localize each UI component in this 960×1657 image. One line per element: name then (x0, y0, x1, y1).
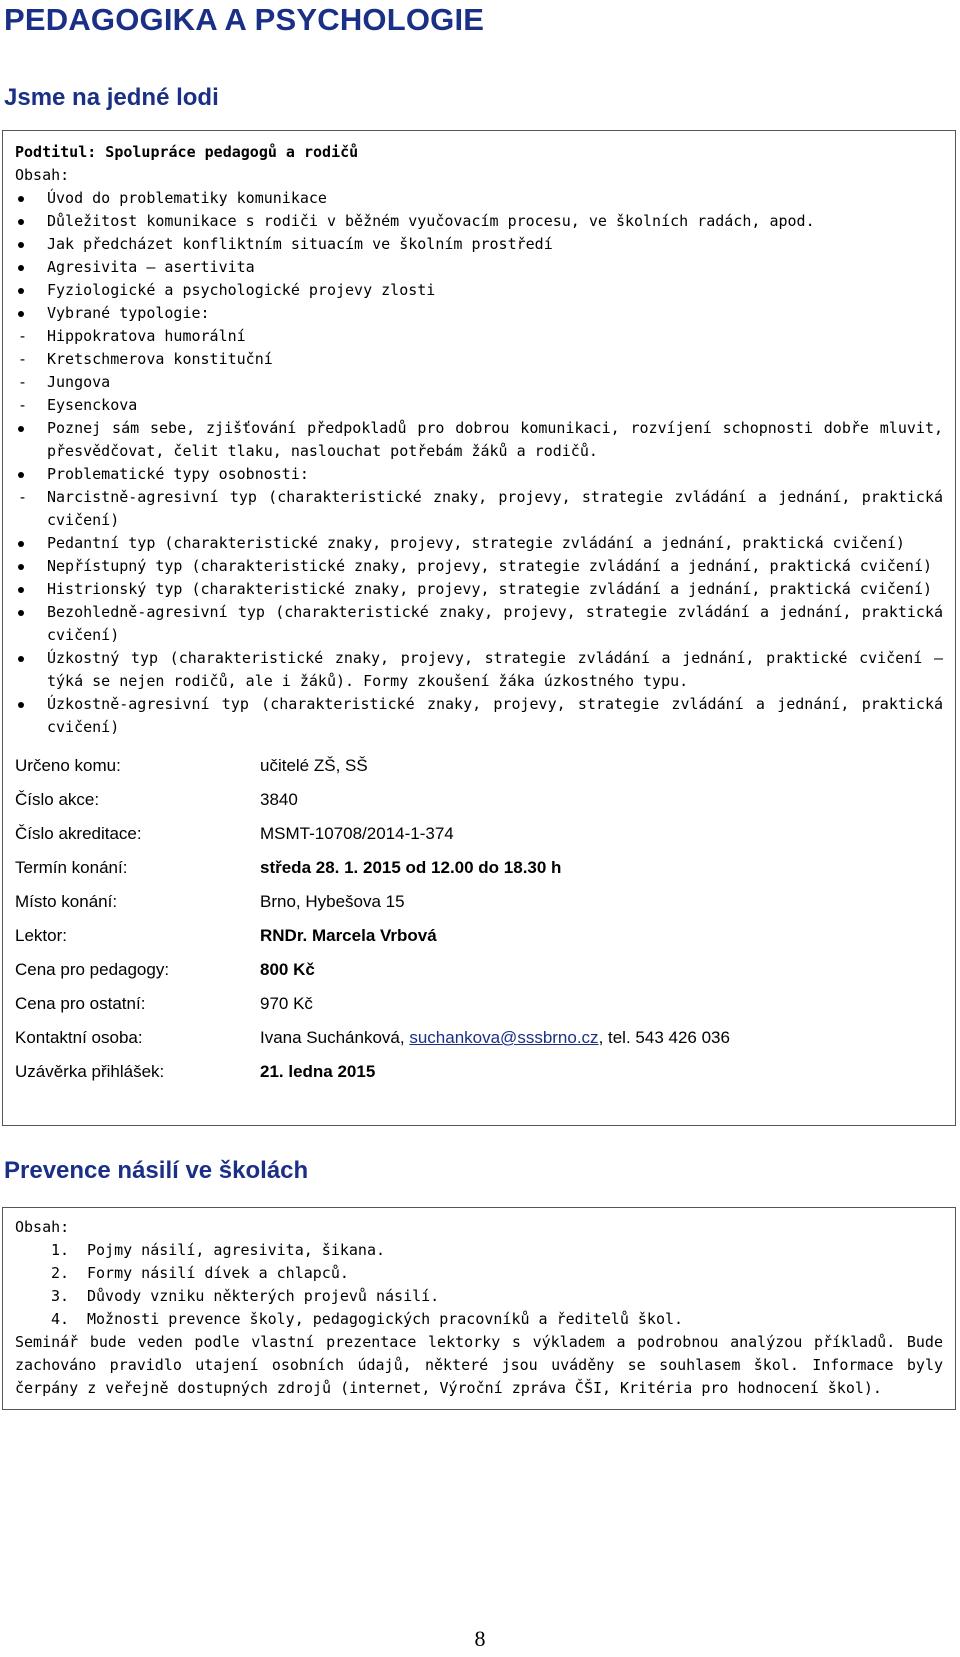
contact-email-link[interactable]: suchankova@sssbrno.cz (409, 1028, 599, 1047)
numbered-list (15, 1239, 943, 1331)
info-label: Lektor: (15, 926, 67, 945)
list-text: Možnosti prevence školy, pedagogických pracovníků a ředitelů škol. (87, 1310, 684, 1328)
list-number: 1. (51, 1241, 70, 1259)
info-row (15, 987, 730, 1021)
info-label: Místo konání: (15, 892, 118, 911)
bullet-list-item: Úvod do problematiky komunikace (15, 187, 943, 210)
bullet-list-item: Problematické typy osobnosti: (15, 463, 943, 486)
deadline-label: Uzávěrka přihlášek: (15, 1062, 165, 1081)
content-list (15, 187, 943, 739)
info-row (15, 851, 730, 885)
numbered-list-item (15, 1308, 943, 1331)
info-row (15, 783, 730, 817)
contact-name: Ivana Suchánková, (260, 1028, 410, 1047)
info-value: MSMT-10708/2014-1-374 (260, 824, 454, 843)
info-row (15, 817, 730, 851)
info-label: Číslo akce: (15, 790, 100, 809)
course-2-paragraph: Seminář bude veden podle vlastní prezentace lektorky s výkladem a podrobnou analýzou příkladů. Bude zachováno pravidlo utajení osobních údajů, některé jsou uváděny se souhlasem škol. Informace byly čerpány z veřejně dostupných zdrojů (internet, Výroční zpráva ČŠI, Kritéria pro hodnocení škol). (15, 1333, 943, 1397)
info-label: Číslo akreditace: (15, 824, 142, 843)
deadline-value: 21. ledna 2015 (260, 1062, 376, 1081)
content-label-2: Obsah: (15, 1218, 70, 1236)
course-subtitle: Podtitul: Spolupráce pedagogů a rodičů (15, 143, 359, 161)
info-row (15, 919, 730, 953)
page-number: 8 (474, 1626, 486, 1651)
contact-value (260, 1021, 730, 1055)
bullet-list-item: Nepřístupný typ (charakteristické znaky, projevy, strategie zvládání a jednání, praktická cvičení) (15, 555, 943, 578)
page-title: PEDAGOGIKA A PSYCHOLOGIE (4, 2, 485, 37)
dash-list-item: - Jungova (15, 371, 943, 394)
bullet-list-item: Úzkostný typ (charakteristické znaky, projevy, strategie zvládání a jednání, praktické cvičení – týká se nejen rodičů, ale i žáků). Formy zkoušení žáka úzkostného typu. (15, 647, 943, 693)
info-value: středa 28. 1. 2015 od 12.00 do 18.30 h (260, 858, 562, 877)
bullet-list-item: Bezohledně-agresivní typ (charakteristické znaky, projevy, strategie zvládání a jednání, praktická cvičení) (15, 601, 943, 647)
course-2-content (15, 1216, 943, 1400)
bullet-list-item: Jak předcházet konfliktním situacím ve školním prostředí (15, 233, 943, 256)
list-number: 2. (51, 1264, 70, 1282)
info-row (15, 749, 730, 783)
info-value: učitelé ZŠ, SŠ (260, 756, 368, 775)
course-box-1 (2, 130, 956, 1126)
list-number: 3. (51, 1287, 70, 1305)
bullet-list-item: Agresivita – asertivita (15, 256, 943, 279)
dash-list-item: - Kretschmerova konstituční (15, 348, 943, 371)
bullet-list-item: Fyziologické a psychologické projevy zlosti (15, 279, 943, 302)
info-table (15, 749, 730, 1089)
numbered-list-item (15, 1262, 943, 1285)
course-heading-2: Prevence násilí ve školách (4, 1157, 309, 1184)
list-text: Pojmy násilí, agresivita, šikana. (87, 1241, 386, 1259)
course-1-content (15, 141, 943, 739)
bullet-list-item: Histrionský typ (charakteristické znaky, projevy, strategie zvládání a jednání, praktická cvičení) (15, 578, 943, 601)
content-label: Obsah: (15, 166, 70, 184)
list-number: 4. (51, 1310, 70, 1328)
numbered-list-item (15, 1239, 943, 1262)
dash-list-item: - Narcistně-agresivní typ (charakteristické znaky, projevy, strategie zvládání a jednání, praktická cvičení) (15, 486, 943, 532)
contact-tel: , tel. 543 426 036 (598, 1028, 730, 1047)
info-label: Cena pro ostatní: (15, 994, 146, 1013)
info-row-contact (15, 1021, 730, 1055)
info-label: Určeno komu: (15, 756, 121, 775)
bullet-list-item: Důležitost komunikace s rodiči v běžném vyučovacím procesu, ve školních radách, apod. (15, 210, 943, 233)
course-heading-1: Jsme na jedné lodi (4, 84, 219, 111)
info-label: Termín konání: (15, 858, 128, 877)
info-value: 800 Kč (260, 960, 315, 979)
numbered-list-item (15, 1285, 943, 1308)
dash-list-item: - Hippokratova humorální (15, 325, 943, 348)
dash-list-item: - Eysenckova (15, 394, 943, 417)
info-value: 3840 (260, 790, 298, 809)
contact-label: Kontaktní osoba: (15, 1028, 143, 1047)
bullet-list-item: Úzkostně-agresivní typ (charakteristické znaky, projevy, strategie zvládání a jednání, praktická cvičení) (15, 693, 943, 739)
list-text: Formy násilí dívek a chlapců. (87, 1264, 349, 1282)
bullet-list-item: Vybrané typologie: (15, 302, 943, 325)
bullet-list-item: Poznej sám sebe, zjišťování předpokladů pro dobrou komunikaci, rozvíjení schopnosti dobře mluvit, přesvědčovat, čelit tlaku, naslouchat potřebám žáků a rodičů. (15, 417, 943, 463)
info-value: 970 Kč (260, 994, 313, 1013)
info-row-deadline (15, 1055, 730, 1089)
info-value: Brno, Hybešova 15 (260, 892, 405, 911)
course-box-2 (2, 1207, 956, 1410)
info-value: RNDr. Marcela Vrbová (260, 926, 437, 945)
info-row (15, 953, 730, 987)
info-label: Cena pro pedagogy: (15, 960, 170, 979)
list-text: Důvody vzniku některých projevů násilí. (87, 1287, 440, 1305)
info-row (15, 885, 730, 919)
bullet-list-item: Pedantní typ (charakteristické znaky, projevy, strategie zvládání a jednání, praktická cvičení) (15, 532, 943, 555)
